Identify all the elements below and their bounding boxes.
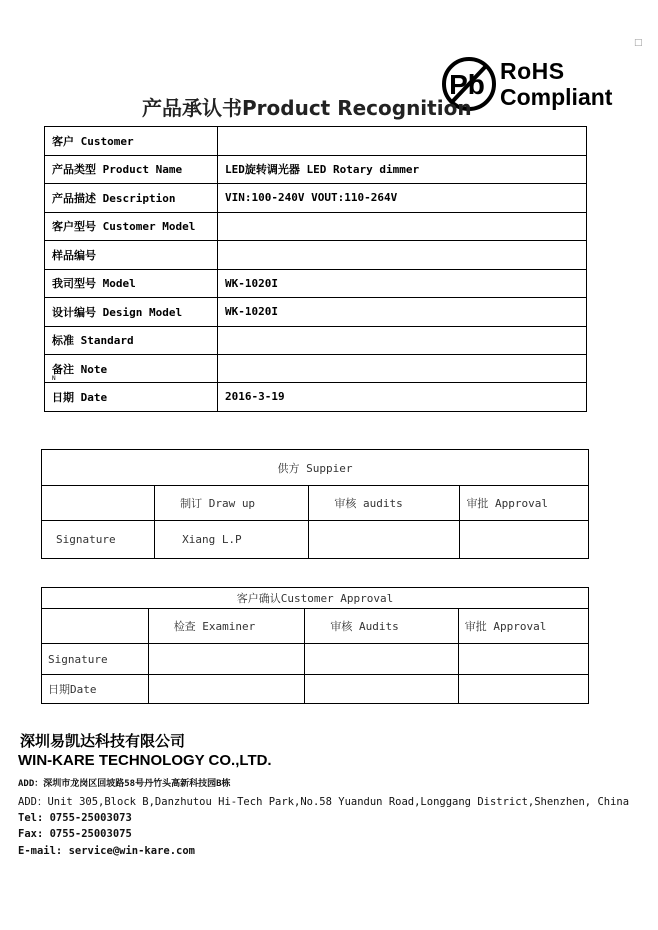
info-value (218, 355, 587, 383)
info-value: VIN:100-240V VOUT:110-264V (218, 184, 587, 213)
customer-audits-date (305, 675, 458, 704)
info-label: 客户型号 Customer Model (45, 212, 218, 241)
customer-approval-table (41, 587, 589, 704)
supplier-signature-label: Signature (42, 521, 155, 559)
info-label: 产品类型 Product Name (45, 155, 218, 184)
supplier-audits-signature (309, 521, 460, 559)
telephone: Tel: 0755-25003073 (18, 812, 132, 824)
note-label: 备注 Note (52, 362, 108, 376)
customer-corner-cell (42, 609, 149, 644)
customer-signature-label: Signature (42, 644, 149, 675)
info-label: 产品描述 Description (45, 184, 218, 213)
customer-col-examiner: 检查 Examiner (148, 609, 305, 644)
info-label: 我司型号 Model (45, 269, 218, 298)
info-label: 日期 Date (45, 383, 218, 412)
document-title: 产品承认书Product Recognition (142, 96, 472, 120)
info-label: 设计编号 Design Model (45, 298, 218, 327)
customer-header: 客户确认Customer Approval (42, 588, 589, 609)
customer-approval-date (458, 675, 588, 704)
rohs-label: RoHS (500, 58, 565, 84)
info-value (218, 326, 587, 355)
info-row (45, 184, 587, 213)
supplier-corner-cell (42, 486, 155, 521)
email: E-mail: service@win-kare.com (18, 845, 196, 857)
info-value (218, 241, 587, 270)
info-row (45, 241, 587, 270)
info-row (45, 383, 587, 412)
info-row (45, 355, 587, 383)
product-info-table (44, 126, 587, 412)
info-row (45, 155, 587, 184)
info-row (45, 269, 587, 298)
supplier-signer-name: Xiang L.P (155, 521, 309, 559)
customer-audits-signature (305, 644, 458, 675)
info-label: 标准 Standard (45, 326, 218, 355)
address-cn: ADD：深圳市龙岗区回坡路58号丹竹头高新科技园B栋 (18, 779, 231, 789)
info-value (218, 127, 587, 156)
info-label: 样品编号 (45, 241, 218, 270)
fax: Fax: 0755-25003075 (18, 828, 132, 840)
info-value: WK-1020I (218, 298, 587, 327)
customer-approval-signature (458, 644, 588, 675)
info-row (45, 298, 587, 327)
customer-examiner-date (148, 675, 305, 704)
info-value: 2016-3-19 (218, 383, 587, 412)
company-name-cn: 深圳易凯达科技有限公司 (20, 732, 186, 750)
supplier-header: 供方 Suppier (42, 450, 589, 486)
lead-free-icon-letters: Pb (449, 69, 485, 100)
rohs-badge-text (500, 60, 612, 109)
supplier-col-audits: 审核 audits (309, 486, 460, 521)
info-value: LED旋转调光器 LED Rotary dimmer (218, 155, 587, 184)
corner-mark: □ (634, 38, 643, 48)
info-value: WK-1020I (218, 269, 587, 298)
note-extra: N (52, 375, 56, 382)
info-row (45, 326, 587, 355)
info-row (45, 212, 587, 241)
company-name-en: WIN-KARE TECHNOLOGY CO.,LTD. (18, 752, 272, 769)
info-label-note (45, 355, 218, 383)
info-row (45, 127, 587, 156)
customer-examiner-signature (148, 644, 305, 675)
supplier-col-approval: 审批 Approval (460, 486, 589, 521)
customer-col-audits: 审核 Audits (305, 609, 458, 644)
info-value (218, 212, 587, 241)
info-label: 客户 Customer (45, 127, 218, 156)
customer-date-label: 日期Date (42, 675, 149, 704)
address-en: ADD：Unit 305,Block B,Danzhutou Hi-Tech Park,No.58 Yuandun Road,Longgang District,Shenzhen, China (18, 796, 630, 808)
customer-col-approval: 审批 Approval (458, 609, 588, 644)
supplier-approval-table (41, 449, 589, 559)
supplier-col-draw-up: 制订 Draw up (155, 486, 309, 521)
supplier-approval-signature (460, 521, 589, 559)
compliant-label: Compliant (500, 84, 613, 110)
